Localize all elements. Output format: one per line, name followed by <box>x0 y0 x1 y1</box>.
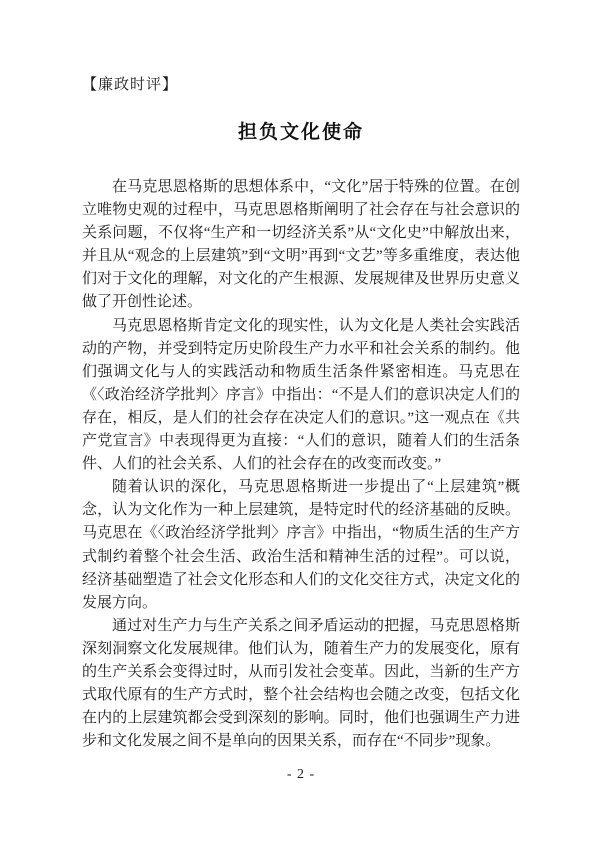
body-paragraph: 随着认识的深化，马克思恩格斯进一步提出了“上层建筑”概念，认为文化作为一种上层建筑，是特定时代的经济基础的反映。马克思在《〈政治经济学批判〉序言》中指出，“物质生活的生产方式制约着整个社会生活、政治生活和精神生活的过程”。可以说，经济基础塑造了社会文化形态和人们的文化交往方式，决定文化的发展方向。 <box>82 479 520 611</box>
section-tag: 【廉政时评】 <box>82 77 179 93</box>
document-body <box>82 176 520 753</box>
body-paragraph: 通过对生产力与生产关系之间矛盾运动的把握，马克思恩格斯深刻洞察文化发展规律。他们认为，随着生产力的发展变化，原有的生产关系会变得过时，从而引发社会变革。因此，当新的生产方式取代原有的生产方式时，整个社会结构也会随之改变，包括文化在内的上层建筑都会受到深刻的影响。同时，他们也强调生产力进步和文化发展之间不是单向的因果关系，而存在“不同步”现象。 <box>82 617 520 750</box>
document-title: 担负文化使命 <box>237 122 364 143</box>
body-paragraph: 马克思恩格斯肯定文化的现实性，认为文化是人类社会实践活动的产物，并受到特定历史阶段生产力水平和社会关系的制约。他们强调文化与人的实践活动和物质生活条件紧密相连。马克思在《〈政治经济学批判〉序言》中指出：“不是人们的意识决定人们的存在，相反，是人们的社会存在决定人们的意识。”这一观点在《共产党宣言》中表现得更为直接：“人们的意识，随着人们的生活条件、人们的社会关系、人们的社会存在的改变而改变。” <box>82 317 520 473</box>
body-paragraph: 在马克思恩格斯的思想体系中，“文化”居于特殊的位置。在创立唯物史观的过程中，马克思恩格斯阐明了社会存在与社会意识的关系问题，不仅将“生产和一切经济关系”从“文化史”中解放出来，并且从“观念的上层建筑”到“文明”再到“文艺”等多重维度，表达他们对于文化的理解，对文化的产生根源、发展规律及世界历史意义做了开创性论述。 <box>82 179 520 311</box>
page-number: - 2 - <box>286 767 316 783</box>
